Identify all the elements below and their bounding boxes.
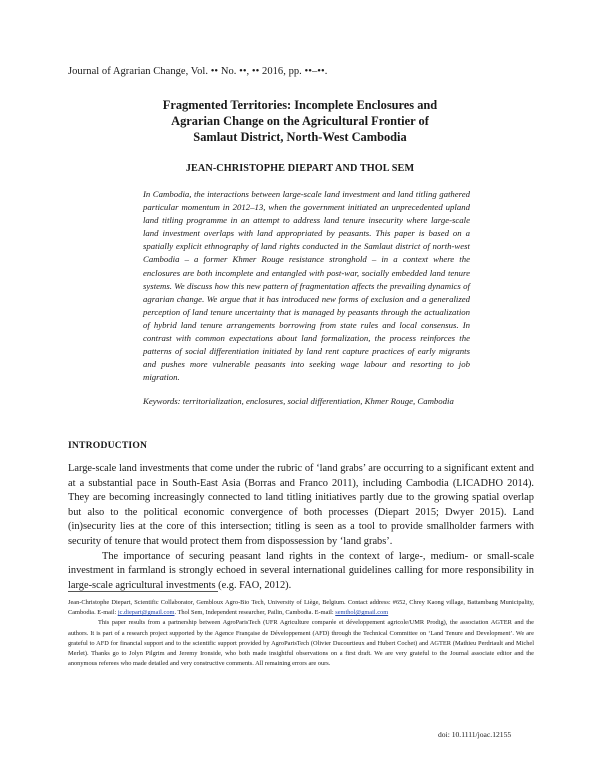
affiliation-text: . Thol Sem, Independent researcher, Pailin, Cambodia. E-mail: <box>174 609 336 617</box>
email-link[interactable]: jc.diepart@gmail.com <box>117 609 175 617</box>
journal-citation: Journal of Agrarian Change, Vol. •• No. ••, •• 2016, pp. ••–••. <box>68 66 328 77</box>
acknowledgement-footnote: This paper results from a partnership between AgroParisTech (UFR Agriculture comparée et développement agricole/UMR Prodig), the association AGTER and the authors. It is part of a research project supported by the Agence Française de Développement (AFD) through the Technical Committee on ‘Land Tenure and Development’. We are grateful to AFD for financial support and to the scientific support provided by AgroParisTech (Olivier Ducourtieux and Hubert Cochet) and AGTER (Mathieu Perdriault and Michel Merlet). Thanks go to Jolyn Pilgrim and Jeremy Ironside, who both made insightful observations on a first draft. We are very grateful to the Journal associate editor and the anonymous referees who made detailed and very constructive comments. All remaining errors are ours. <box>68 619 534 668</box>
paragraph: The importance of securing peasant land rights in the context of large-, medium- or small-scale investment in farmland is strongly echoed in several international guidelines calling for more responsibility in large-scale agricultural investments (e.g. FAO, 2012). <box>68 550 534 591</box>
footnote-divider <box>68 591 218 592</box>
section-heading: INTRODUCTION <box>68 440 148 451</box>
title-line: Samlaut District, North-West Cambodia <box>193 130 407 144</box>
keywords: Keywords: territorialization, enclosures, social differentiation, Khmer Rouge, Cambodia <box>143 396 454 406</box>
doi-label: doi: 10.1111/joac.12155 <box>438 730 512 739</box>
footnotes <box>68 598 534 669</box>
affiliation-footnote <box>68 598 534 618</box>
author-names: JEAN-CHRISTOPHE DIEPART AND THOL SEM <box>185 163 415 174</box>
body-text <box>68 462 534 593</box>
title-line: Fragmented Territories: Incomplete Enclosures and <box>162 98 438 112</box>
affiliation-text: Jean-Christophe Diepart, Scientific Collaborator, Gembloux Agro-Bio Tech, University of Liège, Belgium. Contact address: #652, Chrey Kaong village, Battambang Municipality, Cambodia. E-mail: <box>68 599 534 617</box>
abstract: In Cambodia, the interactions between large-scale land investment and land titling gathered particular momentum in 2012–13, when the government initiated an unprecedented upland land titling programme in an attempt to address land tenure insecurity where large-scale land investment overlaps with land appropriated by peasants. This paper is based on a spatially explicit ethnography of land rights conducted in the Samlaut district of north-west Cambodia – a former Khmer Rouge resistance stronghold – in a context where the enclosures are both incomplete and entangled with post-war, socially embedded land tenure systems. We discuss how this new pattern of fragmentation affects the prevailing dynamics of agrarian change. We argue that it has introduced new forms of exclusion and a generalized perception of land tenure uncertainty that is managed by peasants through the actualization of hybrid land tenure arrangements borrowing from state rules and local consensus. In contrast with common expectations about land formalization, the process reinforces the patterns of social differentiation initiated by land rent capture practices of early migrants and pushes more vulnerable peasants into seeking wage labour and resorting to job migration. <box>143 189 470 383</box>
email-link[interactable]: semthol@gmail.com <box>335 609 389 617</box>
article-title <box>90 97 510 145</box>
paragraph: Large-scale land investments that come under the rubric of ‘land grabs’ are occurring to a significant extent and at a substantial pace in South-East Asia (Borras and Franco 2011), including Cambodia (LICADHO 2014). They are becoming increasingly connected to land titling initiatives partly due to the growing spatial overlap but also to the political economic convergence of both processes (Diepart 2015; Dwyer 2015). Land (in)security lies at the core of this intersection; titling is seen as a tool to provide smallholder farmers with security of tenure that would protect them from dispossession by ‘land grabs’. <box>68 463 534 547</box>
title-line: Agrarian Change on the Agricultural Frontier of <box>171 114 429 128</box>
